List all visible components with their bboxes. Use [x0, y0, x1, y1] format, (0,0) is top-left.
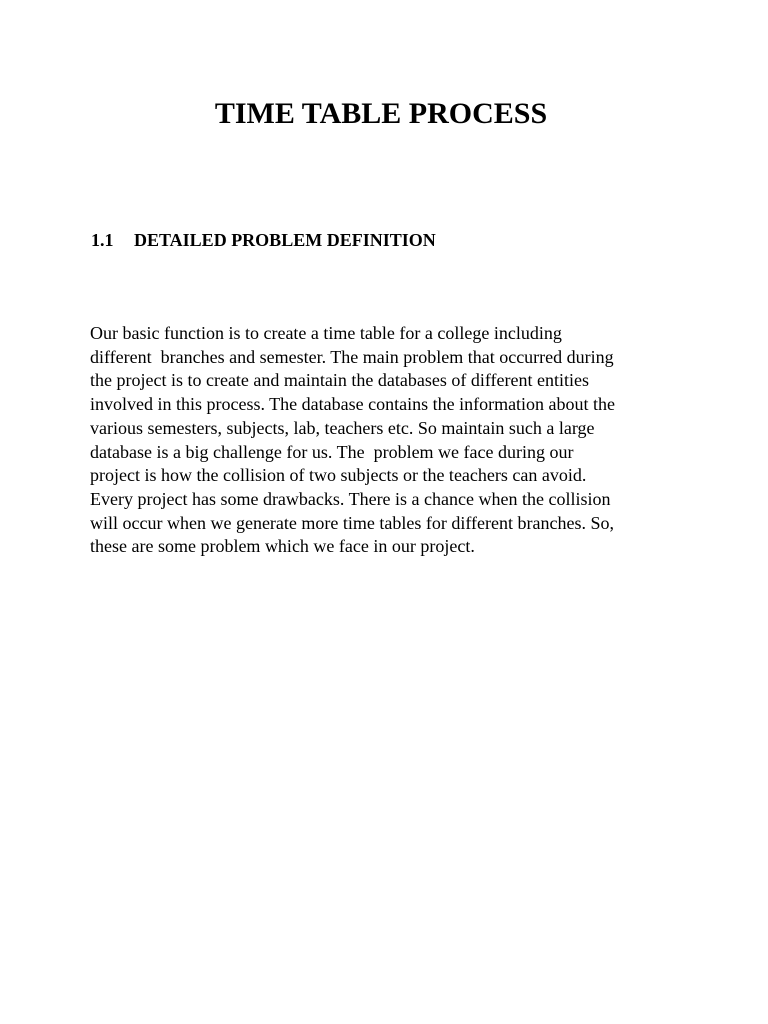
section-number: 1.1: [91, 230, 114, 250]
paragraph-line: involved in this process. The database contains the information about the: [90, 394, 616, 415]
section-heading: [91, 228, 436, 252]
paragraph-line: the project is to create and maintain the databases of different entities: [90, 370, 589, 391]
paragraph-line: Our basic function is to create a time table for a college including: [90, 323, 562, 343]
paragraph-line: database is a big challenge for us. The problem we face during our: [90, 441, 574, 462]
paragraph-line: various semesters, subjects, lab, teachers etc. So maintain such a large: [90, 417, 595, 438]
paragraph-line: will occur when we generate more time tables for different branches. So,: [90, 512, 614, 533]
section-title: DETAILED PROBLEM DEFINITION: [134, 230, 436, 250]
paragraph-line: project is how the collision of two subjects or the teachers can avoid.: [90, 465, 587, 486]
body-paragraph: [90, 322, 690, 559]
paragraph-line: these are some problem which we face in our project.: [90, 536, 475, 557]
paragraph-line: Every project has some drawbacks. There is a chance when the collision: [90, 488, 611, 509]
paragraph-line: different branches and semester. The main problem that occurred during: [90, 346, 614, 367]
page-title: TIME TABLE PROCESS: [214, 97, 548, 130]
